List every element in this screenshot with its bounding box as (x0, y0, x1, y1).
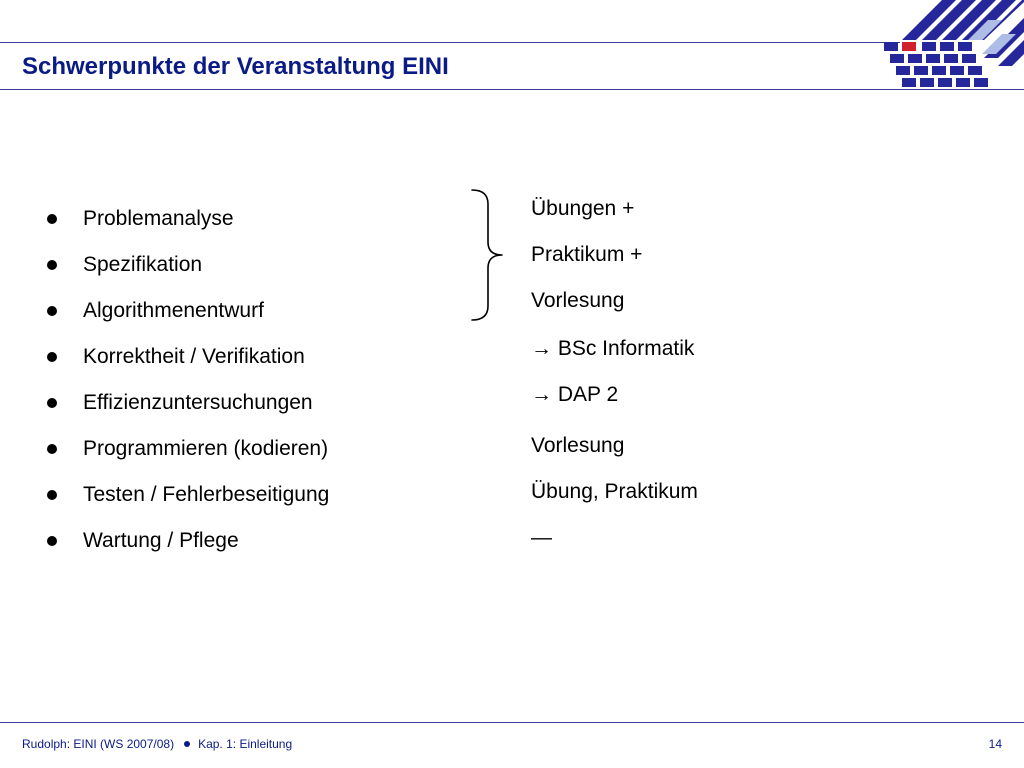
format-line: Vorlesung (531, 289, 625, 312)
list-item (45, 196, 329, 242)
coverage-line: — (531, 526, 552, 549)
page-number: 14 (988, 737, 1002, 751)
coverage-line: Übung, Praktikum (531, 480, 698, 503)
list-item (45, 242, 329, 288)
topic-label: Algorithmenentwurf (83, 299, 264, 322)
teaching-format-group (531, 186, 642, 324)
list-item (45, 472, 329, 518)
topic-label: Korrektheit / Verifikation (83, 345, 305, 368)
topic-label: Spezifikation (83, 253, 203, 276)
topic-label: Wartung / Pflege (83, 529, 239, 552)
bullet-icon (47, 490, 57, 500)
topic-label: Effizienzuntersuchungen (83, 391, 313, 414)
bullet-icon (47, 352, 57, 362)
slide-title: Schwerpunkte der Veranstaltung EINI (22, 53, 449, 80)
list-item (45, 380, 329, 426)
list-item (45, 334, 329, 380)
footer-rule (0, 722, 1024, 723)
list-item (45, 288, 329, 334)
bullet-icon (47, 536, 57, 546)
format-line: Übungen + (531, 197, 635, 220)
list-item (45, 518, 329, 564)
topic-label: Testen / Fehlerbeseitigung (83, 483, 330, 506)
bullet-icon (47, 260, 57, 270)
topic-list (45, 196, 329, 564)
topic-label: Programmieren (kodieren) (83, 437, 329, 460)
university-logo-icon (878, 0, 1024, 92)
follow-up-line: → DAP 2 (531, 383, 619, 406)
bullet-icon (47, 444, 57, 454)
footer-info (22, 737, 292, 751)
bullet-icon (47, 214, 57, 224)
topic-label: Problemanalyse (83, 207, 234, 230)
list-item (45, 426, 329, 472)
bullet-icon (47, 398, 57, 408)
footer-chapter: Kap. 1: Einleitung (198, 737, 293, 751)
header-bottom-rule (0, 89, 1024, 90)
follow-up-line: → BSc Informatik (531, 337, 695, 360)
coverage-group (531, 423, 698, 561)
follow-up-group (531, 326, 694, 418)
coverage-line: Vorlesung (531, 434, 625, 457)
header-top-rule (0, 42, 900, 43)
curly-brace-icon (468, 188, 508, 322)
format-line: Praktikum + (531, 243, 643, 266)
bullet-icon (47, 306, 57, 316)
footer-separator-icon (184, 741, 190, 747)
footer-course: Rudolph: EINI (WS 2007/08) (22, 737, 175, 751)
